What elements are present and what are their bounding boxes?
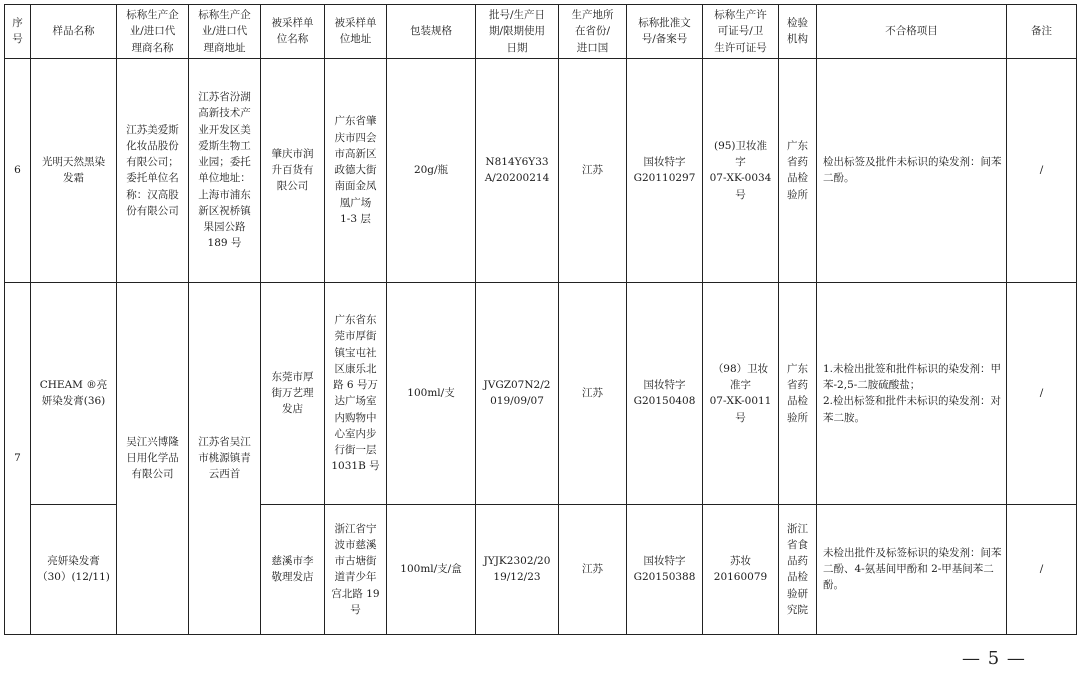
sampled-address: 广东省肇 庆市四会 市高新区 政德大街 南面金凤 凰广场 1-3 层 bbox=[325, 58, 387, 282]
approval-number: 国妆特字 G20150388 bbox=[627, 504, 703, 634]
sampled-unit: 东莞市厚 街万艺理 发店 bbox=[261, 282, 325, 504]
header-defect: 不合格项目 bbox=[817, 5, 1007, 59]
batch-number: JVGZ07N2/2 019/09/07 bbox=[476, 282, 559, 504]
header-sample-name: 样品名称 bbox=[31, 5, 117, 59]
province: 江苏 bbox=[559, 58, 627, 282]
table-row bbox=[5, 282, 1077, 504]
defect-items: 检出标签及批件未标识的染发剂：间苯二酚。 bbox=[817, 58, 1007, 282]
sampled-address: 浙江省宁 波市慈溪 市古塘街 道青少年 宫北路 19 号 bbox=[325, 504, 387, 634]
sampled-address: 广东省东 莞市厚街 镇宝屯社 区康乐北 路 6 号万 达广场室 内购物中 心室内步 行街一层 1031B 号 bbox=[325, 282, 387, 504]
remark: / bbox=[1007, 282, 1077, 504]
sample-name: 光明天然黑染 发霜 bbox=[31, 58, 117, 282]
header-license-no: 标称生产许 可证号/卫 生许可证号 bbox=[703, 5, 779, 59]
remark: / bbox=[1007, 58, 1077, 282]
sampled-unit: 慈溪市李 敬理发店 bbox=[261, 504, 325, 634]
approval-number: 国妆特字 G20150408 bbox=[627, 282, 703, 504]
header-manufacturer: 标称生产企 业/进口代 理商名称 bbox=[117, 5, 189, 59]
batch-number: N814Y6Y33 A/20200214 bbox=[476, 58, 559, 282]
header-package: 包装规格 bbox=[387, 5, 476, 59]
row-index: 6 bbox=[5, 58, 31, 282]
header-approval-no: 标称批准文 号/备案号 bbox=[627, 5, 703, 59]
row-index: 7 bbox=[5, 282, 31, 634]
package-spec: 20g/瓶 bbox=[387, 58, 476, 282]
manufacturer-address: 江苏省吴江 市桃源镇青 云西首 bbox=[189, 282, 261, 634]
license-number: (95)卫妆准 字 07-XK-0034 号 bbox=[703, 58, 779, 282]
sample-name: CHEAM ®亮 妍染发膏(36) bbox=[31, 282, 117, 504]
manufacturer-name: 吴江兴博隆 日用化学品 有限公司 bbox=[117, 282, 189, 634]
province: 江苏 bbox=[559, 504, 627, 634]
header-row bbox=[5, 5, 1077, 59]
approval-number: 国妆特字 G20110297 bbox=[627, 58, 703, 282]
header-sampled-unit: 被采样单 位名称 bbox=[261, 5, 325, 59]
header-index: 序 号 bbox=[5, 5, 31, 59]
manufacturer-name: 江苏美爱斯 化妆品股份 有限公司； 委托单位名 称：汉高股 份有限公司 bbox=[117, 58, 189, 282]
header-remark: 备注 bbox=[1007, 5, 1077, 59]
header-batch: 批号/生产日 期/限期使用 日期 bbox=[476, 5, 559, 59]
license-number: 苏妆 20160079 bbox=[703, 504, 779, 634]
inspection-table bbox=[4, 4, 1077, 635]
sampled-unit: 肇庆市润 升百货有 限公司 bbox=[261, 58, 325, 282]
header-province: 生产地所 在省份/ 进口国 bbox=[559, 5, 627, 59]
license-number: （98）卫妆 准字 07-XK-0011 号 bbox=[703, 282, 779, 504]
remark: / bbox=[1007, 504, 1077, 634]
defect-items: 未检出批件及标签标识的染发剂：间苯二酚、4-氨基间甲酚和 2-甲基间苯二酚。 bbox=[817, 504, 1007, 634]
inspection-agency: 广东 省药 品检 验所 bbox=[779, 58, 817, 282]
header-manufacturer-address: 标称生产企 业/进口代 理商地址 bbox=[189, 5, 261, 59]
package-spec: 100ml/支 bbox=[387, 282, 476, 504]
sample-name: 亮妍染发膏 （30）(12/11) bbox=[31, 504, 117, 634]
package-spec: 100ml/支/盒 bbox=[387, 504, 476, 634]
batch-number: JYJK2302/20 19/12/23 bbox=[476, 504, 559, 634]
header-inspector: 检验 机构 bbox=[779, 5, 817, 59]
manufacturer-address: 江苏省汾湖 高新技术产 业开发区美 爱斯生物工 业园；委托 单位地址： 上海市浦东 新区祝桥镇 果园公路 189 号 bbox=[189, 58, 261, 282]
inspection-agency: 浙江 省食 品药 品检 验研 究院 bbox=[779, 504, 817, 634]
defect-items: 1.未检出批签和批件标识的染发剂：甲苯-2,5-二胺硫酸盐； 2.检出标签和批件未标识的染发剂：对苯二胺。 bbox=[817, 282, 1007, 504]
province: 江苏 bbox=[559, 282, 627, 504]
table-row bbox=[5, 58, 1077, 282]
page-number: — 5 — bbox=[962, 648, 1026, 669]
inspection-agency: 广东 省药 品检 验所 bbox=[779, 282, 817, 504]
header-sampled-address: 被采样单 位地址 bbox=[325, 5, 387, 59]
